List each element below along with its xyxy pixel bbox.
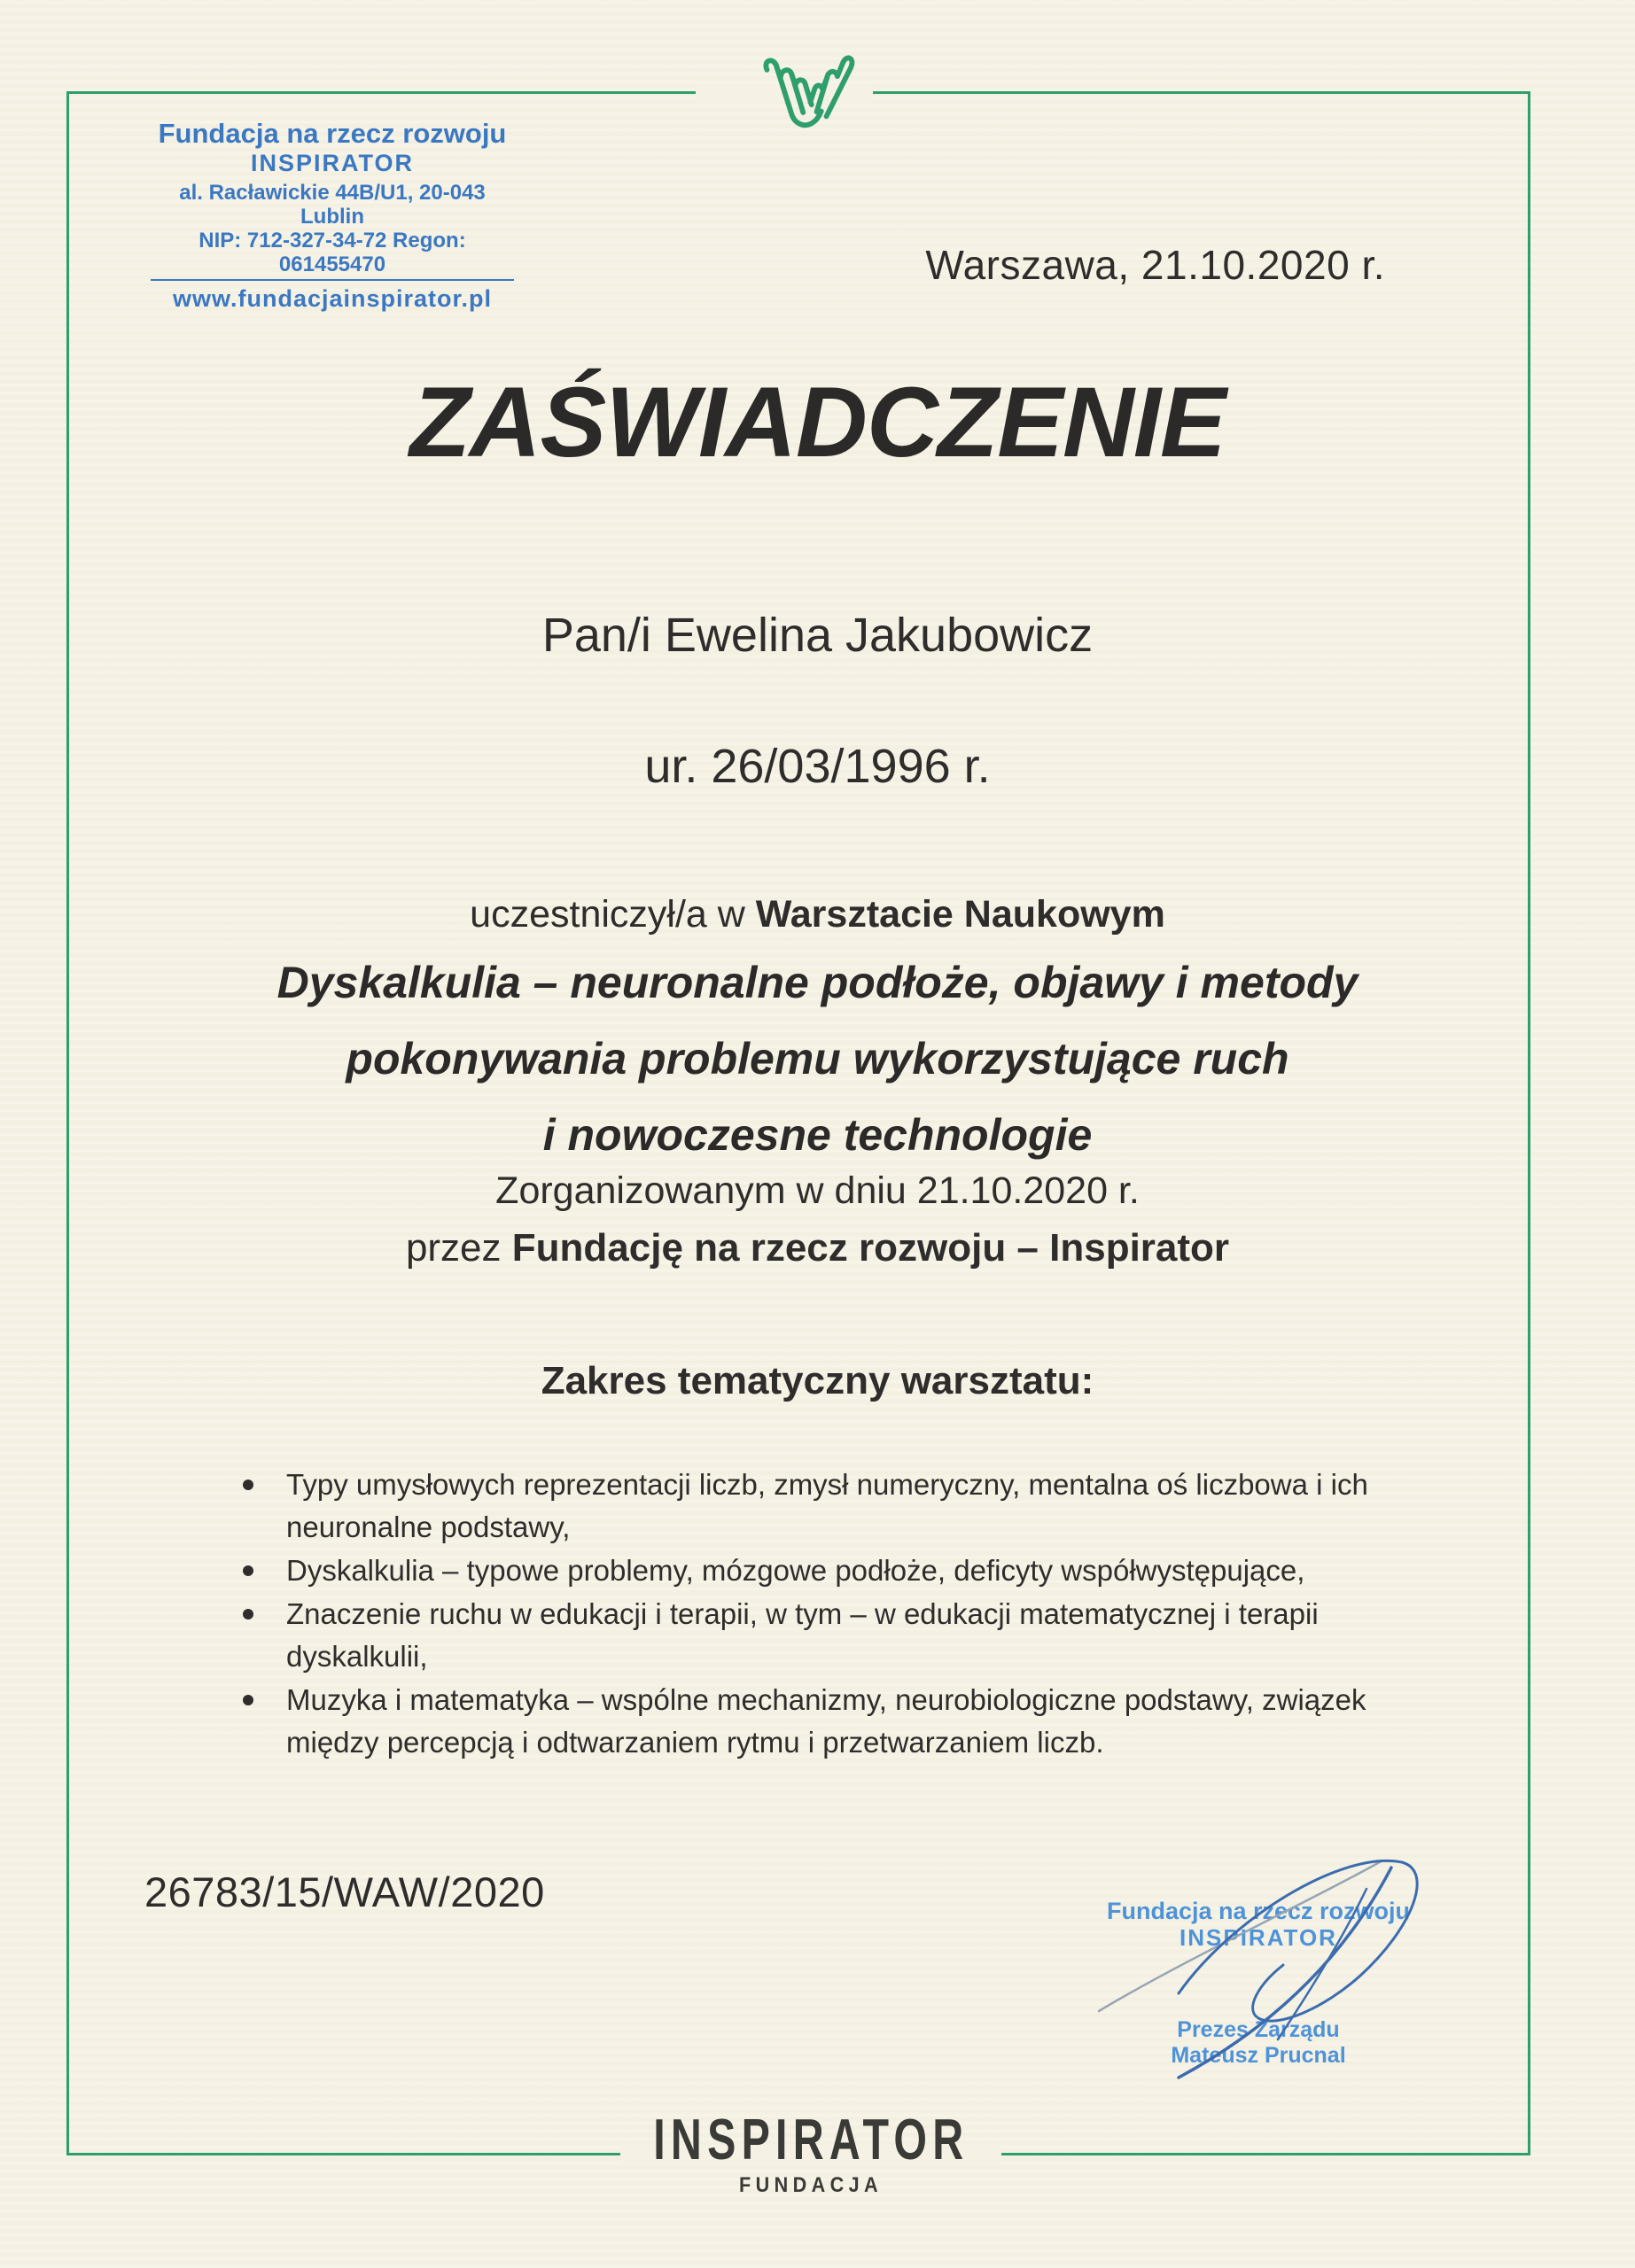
signer-name: Mateusz Prucnal xyxy=(1171,2042,1346,2068)
stamp-nip-regon: NIP: 712-327-34-72 Regon: 061455470 xyxy=(151,229,514,282)
stamp-address: al. Racławickie 44B/U1, 20-043 Lublin xyxy=(179,180,486,229)
topic-item xyxy=(237,1550,1416,1592)
participation-prefix: uczestniczył/a w xyxy=(470,893,756,936)
organizer-line xyxy=(0,1226,1635,1270)
place-and-date: Warszawa, 21.10.2020 r. xyxy=(925,242,1385,288)
leaf-wings-logo-icon xyxy=(749,46,859,145)
footer-logo-subtitle: FUNDACJA xyxy=(739,2173,883,2197)
workshop-title xyxy=(0,944,1635,1173)
foundation-address-stamp xyxy=(151,119,514,313)
stamp-org-subname: INSPIRATOR xyxy=(250,149,415,176)
topic-item xyxy=(237,1593,1416,1678)
footer-logo xyxy=(545,2109,1077,2198)
birth-date: ur. 26/03/1996 r. xyxy=(644,740,991,793)
signature-stamp-subname: INSPIRATOR xyxy=(1180,1924,1337,1952)
topic-text: Dyskalkulia – typowe problemy, mózgowe podłoże, deficyty współwystępujące, xyxy=(286,1554,1305,1587)
topic-item xyxy=(237,1679,1416,1764)
workshop-title-line3: i nowoczesne technologie xyxy=(542,1110,1093,1160)
topic-text: Znaczenie ruchu w edukacji i terapii, w tym – w edukacji matematycznej i terapii dyskalkulii, xyxy=(286,1597,1319,1673)
signer-role: Prezes Zarządu xyxy=(1177,2016,1340,2042)
footer-logo-name: INSPIRATOR xyxy=(652,2108,969,2172)
organizer-prefix: przez xyxy=(405,1226,512,1270)
certificate-number: 26783/15/WAW/2020 xyxy=(144,1868,545,1915)
signature-stamp-org: Fundacja na rzecz rozwoju xyxy=(1106,1898,1411,1924)
topic-text: Typy umysłowych reprezentacji liczb, zmysł numeryczny, mentalna oś liczbowa i ich neuronalne podstawy, xyxy=(286,1468,1368,1543)
bullet-dot-icon xyxy=(243,1695,253,1705)
participation-line xyxy=(0,893,1635,936)
topics-heading: Zakres tematyczny warsztatu: xyxy=(541,1359,1094,1402)
participation-event: Warsztacie Naukowym xyxy=(755,893,1165,936)
recipient-name: Pan/i Ewelina Jakubowicz xyxy=(541,609,1094,662)
handwritten-signature-icon xyxy=(1046,1807,1436,2091)
stamp-org-name: Fundacja na rzecz rozwoju xyxy=(158,118,507,149)
topics-list xyxy=(237,1464,1416,1765)
stamp-website: www.fundacjainspirator.pl xyxy=(172,285,493,313)
workshop-title-line2: pokonywania problemu wykorzystujące ruch xyxy=(346,1034,1289,1084)
workshop-title-line1: Dyskalkulia – neuronalne podłoże, objawy i metody xyxy=(276,958,1359,1007)
bullet-dot-icon xyxy=(243,1565,253,1576)
certificate-title: ZAŚWIADCZENIE xyxy=(409,367,1226,478)
organized-date-line: Zorganizowanym w dniu 21.10.2020 r. xyxy=(495,1169,1140,1212)
organizer-name: Fundację na rzecz rozwoju – Inspirator xyxy=(511,1226,1230,1270)
bullet-dot-icon xyxy=(243,1480,253,1490)
topic-text: Muzyka i matematyka – wspólne mechanizmy, neurobiologiczne podstawy, związek między percepcją i odtwarzaniem rytmu i przetwarzaniem liczb. xyxy=(286,1683,1366,1759)
bullet-dot-icon xyxy=(243,1609,253,1619)
topic-item xyxy=(237,1464,1416,1549)
